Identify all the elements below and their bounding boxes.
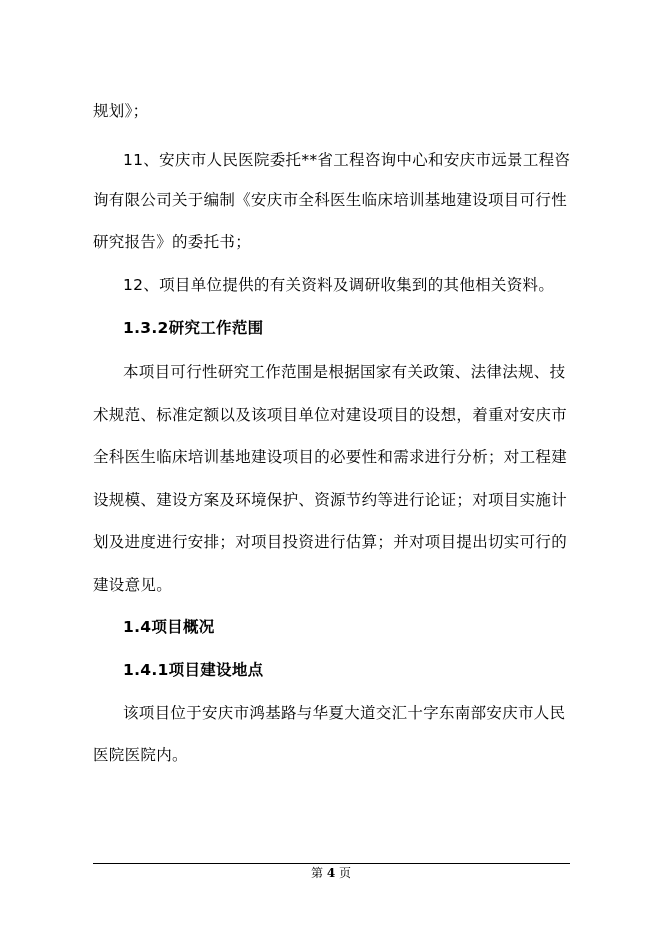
footer-suffix: 页 <box>339 866 352 880</box>
paragraph-line: 建设意见。 <box>93 576 173 594</box>
paragraph-line: 询有限公司关于编制《安庆市全科医生临床培训基地建设项目可行性 <box>93 191 568 209</box>
heading-number: 1.3.2 <box>123 319 169 337</box>
section-heading-1-4-1 <box>123 660 603 680</box>
page-footer <box>0 865 662 881</box>
paragraph-line: 该项目位于安庆市鸿基路与华夏大道交汇十字东南部安庆市人民 <box>123 704 566 722</box>
heading-number: 1.4 <box>123 618 152 636</box>
section-heading-1-3-2 <box>123 318 603 338</box>
paragraph-line: 划及进度进行安排；对项目投资进行估算；并对项目提出切实可行的 <box>93 533 568 551</box>
paragraph-line: 本项目可行性研究工作范围是根据国家有关政策、法律法规、技 <box>123 363 566 381</box>
heading-title: 研究工作范围 <box>168 319 264 337</box>
paragraph-line: 设规模、建设方案及环境保护、资源节约等进行论证；对项目实施计 <box>93 491 568 509</box>
section-heading-1-4 <box>123 617 603 637</box>
paragraph-line: 医院医院内。 <box>93 746 188 764</box>
heading-title: 项目概况 <box>151 618 215 636</box>
paragraph-line: 11、安庆市人民医院委托**省工程咨询中心和安庆市远景工程咨 <box>123 151 571 169</box>
footer-prefix: 第 <box>310 866 323 880</box>
paragraph-line: 全科医生临床培训基地建设项目的必要性和需求进行分析；对工程建 <box>93 448 568 466</box>
paragraph-line: 12、项目单位提供的有关资料及调研收集到的其他相关资料。 <box>123 276 555 294</box>
paragraph-line: 规划》； <box>93 102 149 120</box>
heading-number: 1.4.1 <box>123 661 169 679</box>
paragraph-line: 术规范、标准定额以及该项目单位对建设项目的设想，着重对安庆市 <box>93 406 568 424</box>
footer-divider <box>93 863 570 864</box>
page-number: 4 <box>326 866 336 880</box>
paragraph-line: 研究报告》的委托书； <box>93 233 252 251</box>
heading-title: 项目建设地点 <box>168 661 264 679</box>
